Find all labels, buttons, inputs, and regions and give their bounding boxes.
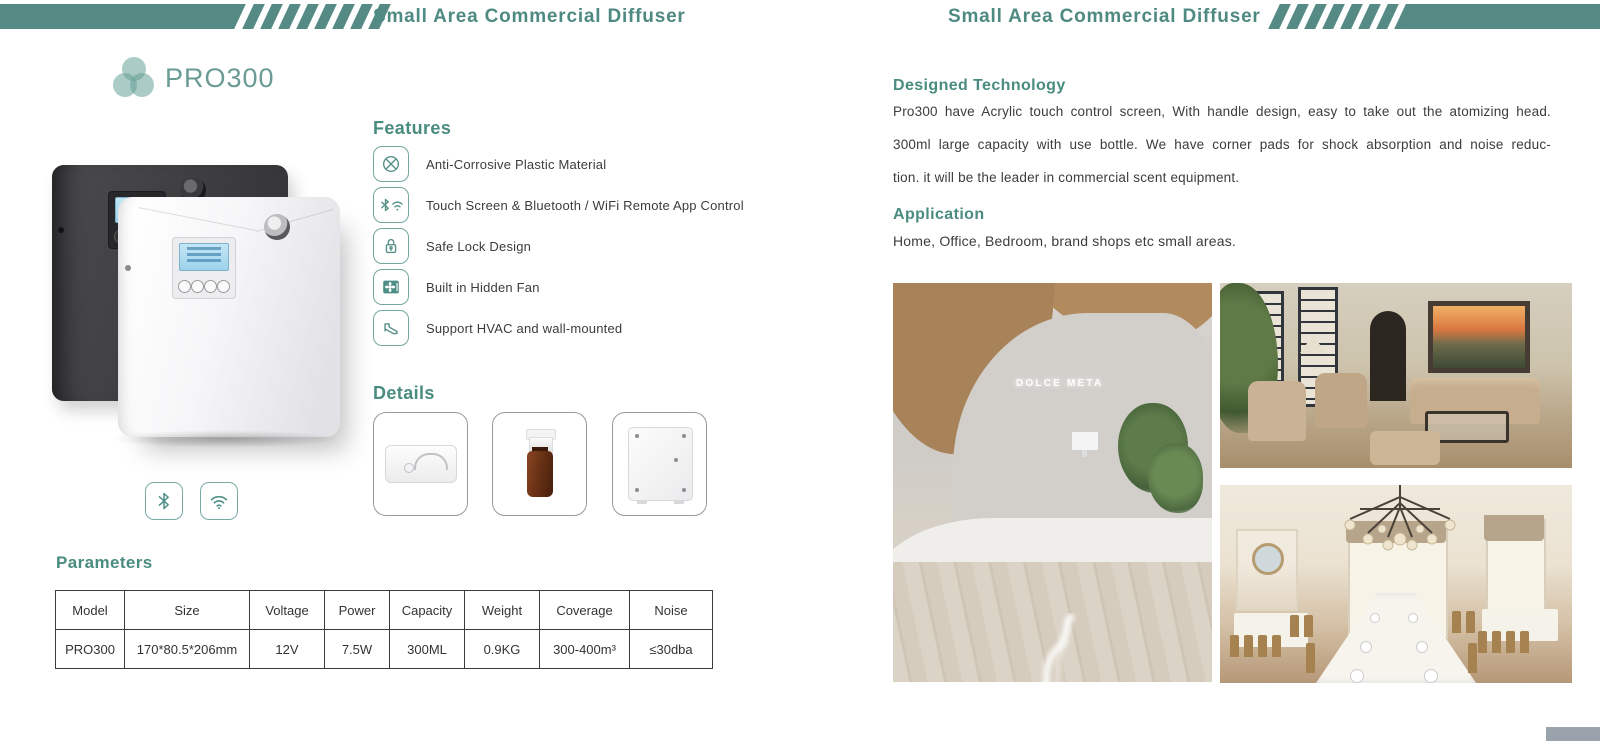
table-row [56, 630, 713, 669]
table-header-row [56, 591, 713, 630]
col-header: Voltage [250, 591, 325, 630]
roman-shade [1484, 515, 1544, 541]
col-header: Power [325, 591, 390, 630]
lcd-panel [172, 237, 236, 299]
header-bar-left [0, 4, 246, 29]
col-header: Coverage [540, 591, 630, 630]
cell-capacity: 300ML [390, 630, 465, 669]
side-hole [125, 265, 131, 271]
round-mirror [1252, 543, 1284, 575]
logo-circles-icon [113, 57, 155, 103]
chairs [1478, 631, 1529, 653]
cell-power: 7.5W [325, 630, 390, 669]
designed-technology-line: 300ml large capacity with use bottle. We have corner pads for shock absorption and noise reduc- [893, 137, 1551, 152]
scent-smoke [983, 613, 1103, 682]
feature-row [373, 270, 744, 304]
living-room-photo [1220, 283, 1572, 468]
feature-label: Safe Lock Design [426, 238, 532, 254]
page-title-left: Small Area Commercial Diffuser [373, 6, 686, 27]
features-heading: Features [373, 118, 452, 138]
page-title-right: Small Area Commercial Diffuser [948, 6, 1261, 27]
header-bar-right [1402, 4, 1600, 29]
col-header: Noise [630, 591, 713, 630]
col-header: Weight [465, 591, 540, 630]
desktop-computer [1071, 431, 1099, 451]
chairs [1452, 611, 1475, 633]
device-shadow [110, 430, 340, 448]
fan-icon [373, 269, 409, 305]
chairs [1230, 635, 1281, 657]
scrollbar-corner[interactable] [1546, 727, 1600, 741]
feature-list [373, 147, 744, 345]
col-header: Model [56, 591, 125, 630]
feature-label: Touch Screen & Bluetooth / WiFi Remote App Control [426, 197, 744, 213]
armchair [1248, 381, 1306, 441]
feature-row [373, 188, 744, 222]
bluetooth-wifi-icon [373, 187, 409, 223]
reception-photo [893, 283, 1212, 682]
feature-label: Built in Hidden Fan [426, 279, 540, 295]
armchair [1315, 373, 1367, 428]
feature-label: Support HVAC and wall-mounted [426, 320, 623, 336]
col-header: Capacity [390, 591, 465, 630]
restaurant-photo [1220, 485, 1572, 683]
wifi-icon [200, 482, 238, 520]
ottoman [1370, 431, 1440, 465]
cell-voltage: 12V [250, 630, 325, 669]
bluetooth-icon [145, 482, 183, 520]
cell-weight: 0.9KG [465, 630, 540, 669]
cell-model: PRO300 [56, 630, 125, 669]
dining-table [1316, 593, 1476, 683]
detail-oil-bottle [492, 412, 587, 516]
diffuser-white-photo [118, 197, 340, 437]
header-slashes-left [248, 4, 385, 29]
chairs [1290, 615, 1313, 637]
designed-technology-line: Pro300 have Acrylic touch control screen, With handle design, easy to take out the atomizing head. [893, 104, 1551, 119]
reception-sign: DOLCE META [1016, 378, 1104, 389]
feature-row [373, 229, 744, 263]
application-heading: Application [893, 206, 985, 223]
feature-label: Anti-Corrosive Plastic Material [426, 156, 607, 172]
plant [1148, 443, 1203, 513]
chandelier [1330, 485, 1470, 571]
side-hole [58, 227, 64, 233]
doorway [1370, 311, 1406, 401]
detail-device-top-view [373, 412, 468, 516]
product-name: PRO300 [165, 63, 275, 93]
header-slashes-right [1274, 4, 1411, 29]
chairs [1306, 643, 1315, 673]
hvac-duct-icon [373, 310, 409, 346]
product-logo [113, 57, 363, 105]
sunset-painting [1428, 301, 1530, 373]
cell-coverage: 300-400m³ [540, 630, 630, 669]
chairs [1468, 643, 1477, 673]
detail-device-back-view [612, 412, 707, 516]
designed-technology-line: tion. it will be the leader in commercial scent equipment. [893, 170, 1240, 185]
col-header: Size [125, 591, 250, 630]
cell-noise: ≤30dba [630, 630, 713, 669]
feature-row [373, 147, 744, 181]
feature-row [373, 311, 744, 345]
parameters-table [55, 590, 713, 669]
cell-size: 170*80.5*206mm [125, 630, 250, 669]
anti-corrosive-icon [373, 146, 409, 182]
nozzle-icon [264, 214, 290, 240]
lock-icon [373, 228, 409, 264]
parameters-heading: Parameters [56, 553, 153, 572]
application-body: Home, Office, Bedroom, brand shops etc small areas. [893, 233, 1236, 249]
designed-technology-heading: Designed Technology [893, 77, 1066, 94]
details-heading: Details [373, 383, 435, 403]
